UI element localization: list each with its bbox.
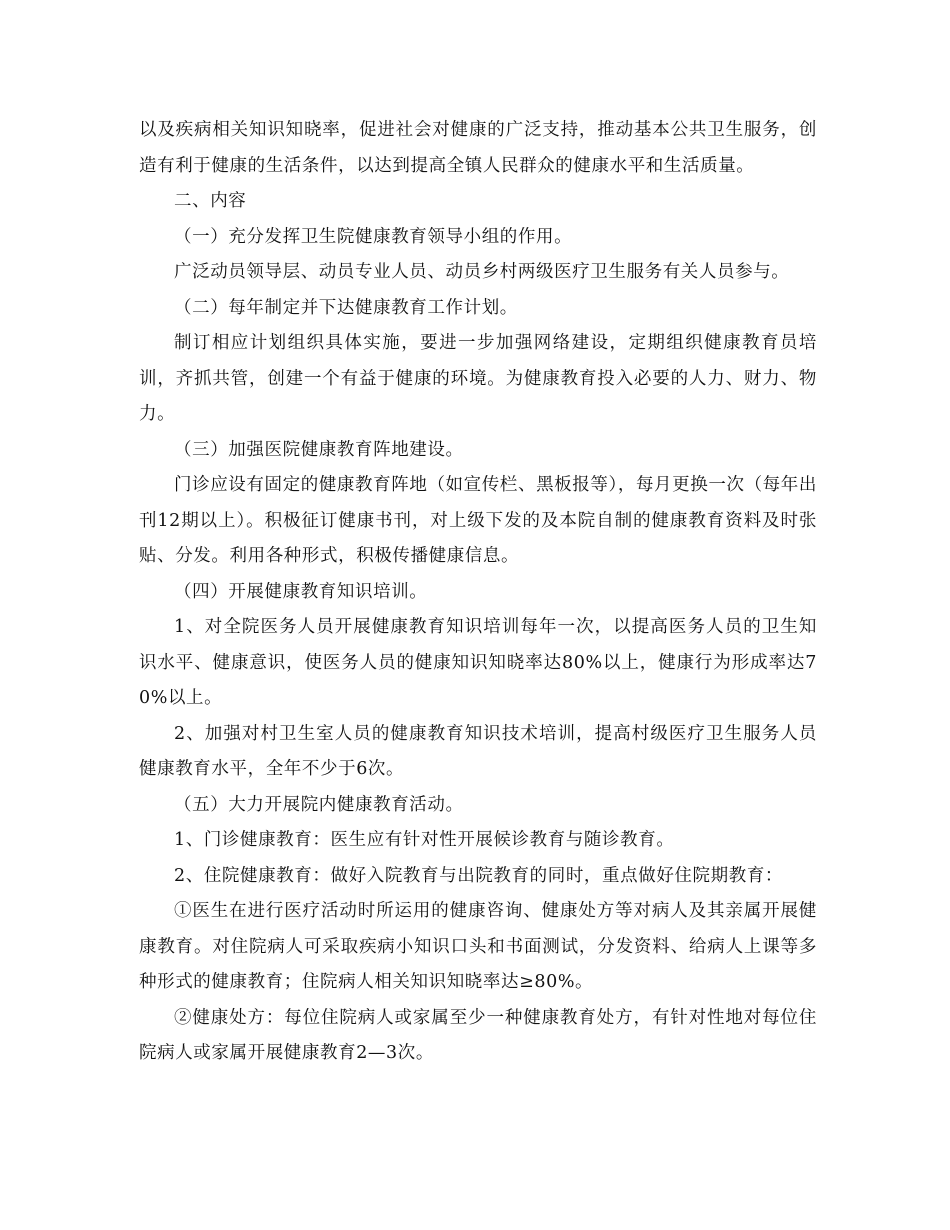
document-body [139, 113, 817, 1072]
list-item-4-1: 1、对全院医务人员开展健康教育知识培训每年一次，以提高医务人员的卫生知识水平、健康意识，使医务人员的健康知识知晓率达80%以上，健康行为形成率达70%以上。 [139, 617, 817, 708]
list-item-4-2: 2、加强对村卫生室人员的健康教育知识技术培训，提高村级医疗卫生服务人员健康教育水平，全年不少于6次。 [139, 723, 817, 779]
list-item-5-1: 1、门诊健康教育：医生应有针对性开展候诊教育与随诊教育。 [174, 830, 675, 850]
subsection-heading-5: （五）大力开展院内健康教育活动。 [174, 794, 464, 815]
subsection-heading-4: （四）开展健康教育知识培训。 [174, 581, 428, 602]
paragraph-3: 门诊应设有固定的健康教育阵地（如宣传栏、黑板报等），每月更换一次（每年出刊12期以上）。积极征订健康书刊，对上级下发的及本院自制的健康教育资料及时张贴、分发。利用各种形式，积极传播健康信息。 [139, 475, 817, 566]
paragraph-1: 广泛动员领导层、动员专业人员、动员乡村两级医疗卫生服务有关人员参与。 [174, 262, 790, 282]
paragraph-continuation: 以及疾病相关知识知晓率，促进社会对健康的广泛支持，推动基本公共卫生服务，创造有利于健康的生活条件，以达到提高全镇人民群众的健康水平和生活质量。 [139, 120, 817, 176]
section-heading-content: 二、内容 [174, 191, 247, 211]
list-item-5-2-a: ①医生在进行医疗活动时所运用的健康咨询、健康处方等对病人及其亲属开展健康教育。对住院病人可采取疾病小知识口头和书面测试，分发资料、给病人上课等多种形式的健康教育；住院病人相关知识知晓率达≥80%。 [139, 901, 817, 992]
subsection-heading-3: （三）加强医院健康教育阵地建设。 [174, 439, 464, 460]
subsection-heading-1: （一）充分发挥卫生院健康教育领导小组的作用。 [174, 226, 573, 247]
list-item-5-2: 2、住院健康教育：做好入院教育与出院教育的同时，重点做好住院期教育： [174, 865, 784, 886]
list-item-5-2-b: ②健康处方：每位住院病人或家属至少一种健康教育处方，有针对性地对每位住院病人或家属开展健康教育2—3次。 [139, 1007, 817, 1063]
subsection-heading-2: （二）每年制定并下达健康教育工作计划。 [174, 297, 518, 318]
paragraph-2: 制订相应计划组织具体实施，要进一步加强网络建设，定期组织健康教育员培训，齐抓共管，创建一个有益于健康的环境。为健康教育投入必要的人力、财力、物力。 [139, 333, 817, 424]
